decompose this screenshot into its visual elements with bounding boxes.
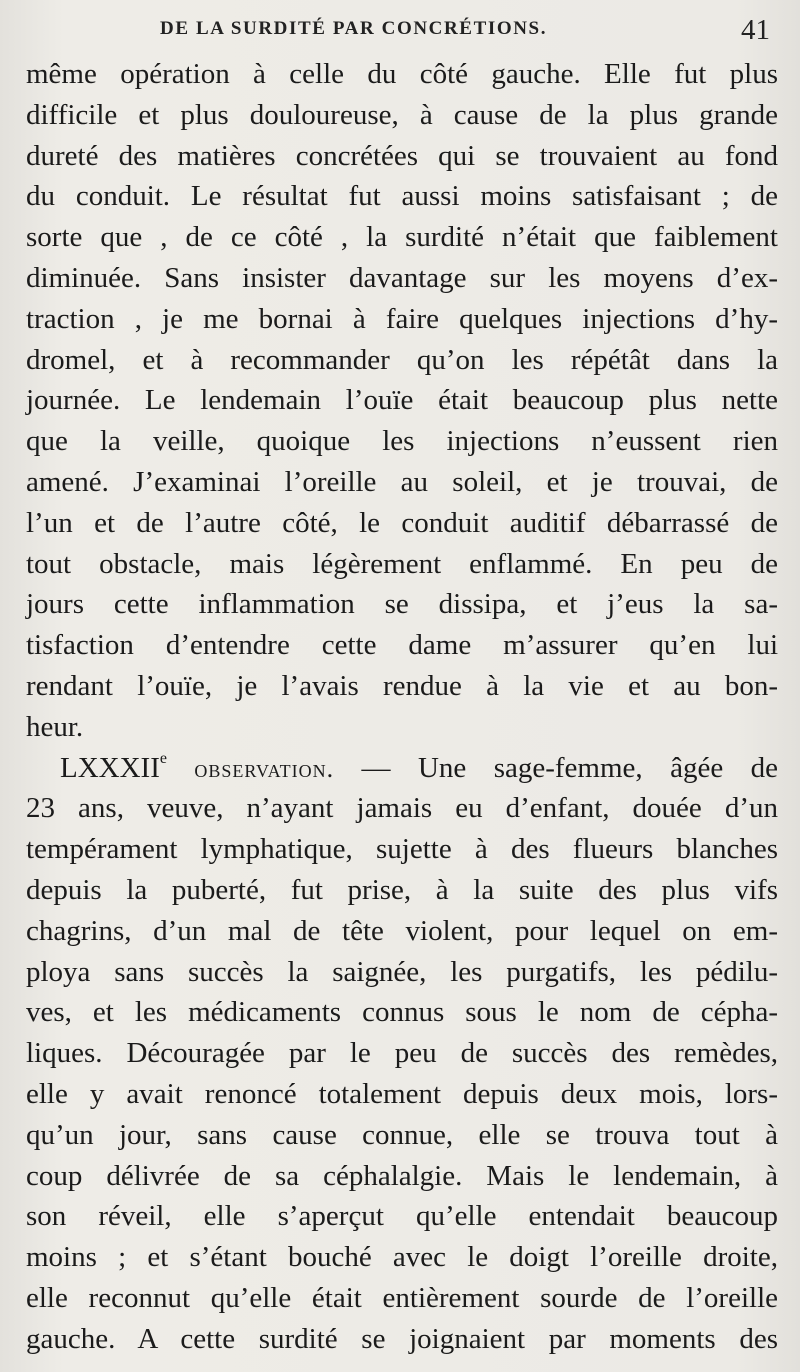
text-line: tisfaction d’entendre cette dame m’assurer qu’en lui <box>26 629 778 662</box>
observation-heading-line <box>26 748 778 789</box>
text-line: traction , je me bornai à faire quelques injections d’hy- <box>26 302 778 335</box>
text-line: tempérament lymphatique, sujette à des flueurs blanches <box>26 833 778 866</box>
text-line: diminuée. Sans insister davantage sur les moyens d’ex- <box>26 261 778 294</box>
text-line: elle reconnut qu’elle était entièrement sourde de l’oreille <box>26 1281 778 1314</box>
text-line: depuis la puberté, fut prise, à la suite des plus vifs <box>26 873 778 906</box>
text-line: journée. Le lendemain l’ouïe était beaucoup plus nette <box>26 384 778 417</box>
paragraph-continuation <box>26 54 778 748</box>
text-line: son réveil, elle s’aperçut qu’elle entendait beaucoup <box>26 1200 778 1233</box>
text-line: heur. <box>26 710 84 743</box>
observation-paragraph <box>26 748 778 1360</box>
text-line: sorte que , de ce côté , la surdité n’était que faiblement <box>26 221 778 254</box>
text-line: même opération à celle du côté gauche. Elle fut plus <box>26 58 778 90</box>
observation-number-superscript: e <box>159 749 167 767</box>
text-line: 23 ans, veuve, n’ayant jamais eu d’enfant, douée d’un <box>26 792 778 825</box>
text-line: qu’un jour, sans cause connue, elle se trouva tout à <box>26 1118 778 1151</box>
observation-label: observation. <box>194 753 335 783</box>
text-line: jours cette inflammation se dissipa, et j’eus la sa- <box>26 588 778 621</box>
text-line: que la veille, quoique les injections n’eussent rien <box>26 425 778 458</box>
observation-first-line-text: — Une sage-femme, âgée de <box>334 751 778 784</box>
text-line: dromel, et à recommander qu’on les répétât dans la <box>26 343 778 376</box>
running-head <box>0 14 800 50</box>
text-line: ves, et les médicaments connus sous le nom de cépha- <box>26 996 778 1029</box>
text-line: elle y avait renoncé totalement depuis deux mois, lors- <box>26 1077 778 1110</box>
text-line: coup délivrée de sa céphalalgie. Mais le lendemain, à <box>26 1159 778 1192</box>
text-line: amené. J’examinai l’oreille au soleil, et je trouvai, de <box>26 465 778 498</box>
page-number: 41 <box>741 14 770 46</box>
text-line: liques. Découragée par le peu de succès des remèdes, <box>26 1037 778 1070</box>
text-line: tout obstacle, mais légèrement enflammé. En peu de <box>26 547 778 580</box>
text-line: ploya sans succès la saignée, les purgatifs, les pédilu- <box>26 955 778 988</box>
text-body <box>26 54 778 1360</box>
text-line: chagrins, d’un mal de tête violent, pour lequel on em- <box>26 914 778 947</box>
text-line: du conduit. Le résultat fut aussi moins satisfaisant ; de <box>26 180 778 213</box>
observation-number: LXXXII <box>60 751 160 784</box>
text-line: moins ; et s’étant bouché avec le doigt l’oreille droite, <box>26 1241 778 1274</box>
text-line: difficile et plus douloureuse, à cause de la plus grande <box>26 98 778 131</box>
text-line: l’un et de l’autre côté, le conduit auditif débarrassé de <box>26 506 778 539</box>
text-line: rendant l’ouïe, je l’avais rendue à la vie et au bon- <box>26 669 778 702</box>
text-line: dureté des matières concrétées qui se trouvaient au fond <box>26 139 778 172</box>
text-line: gauche. A cette surdité se joignaient par moments des <box>26 1322 778 1355</box>
running-title: DE LA SURDITÉ PAR CONCRÉTIONS. <box>160 18 548 39</box>
